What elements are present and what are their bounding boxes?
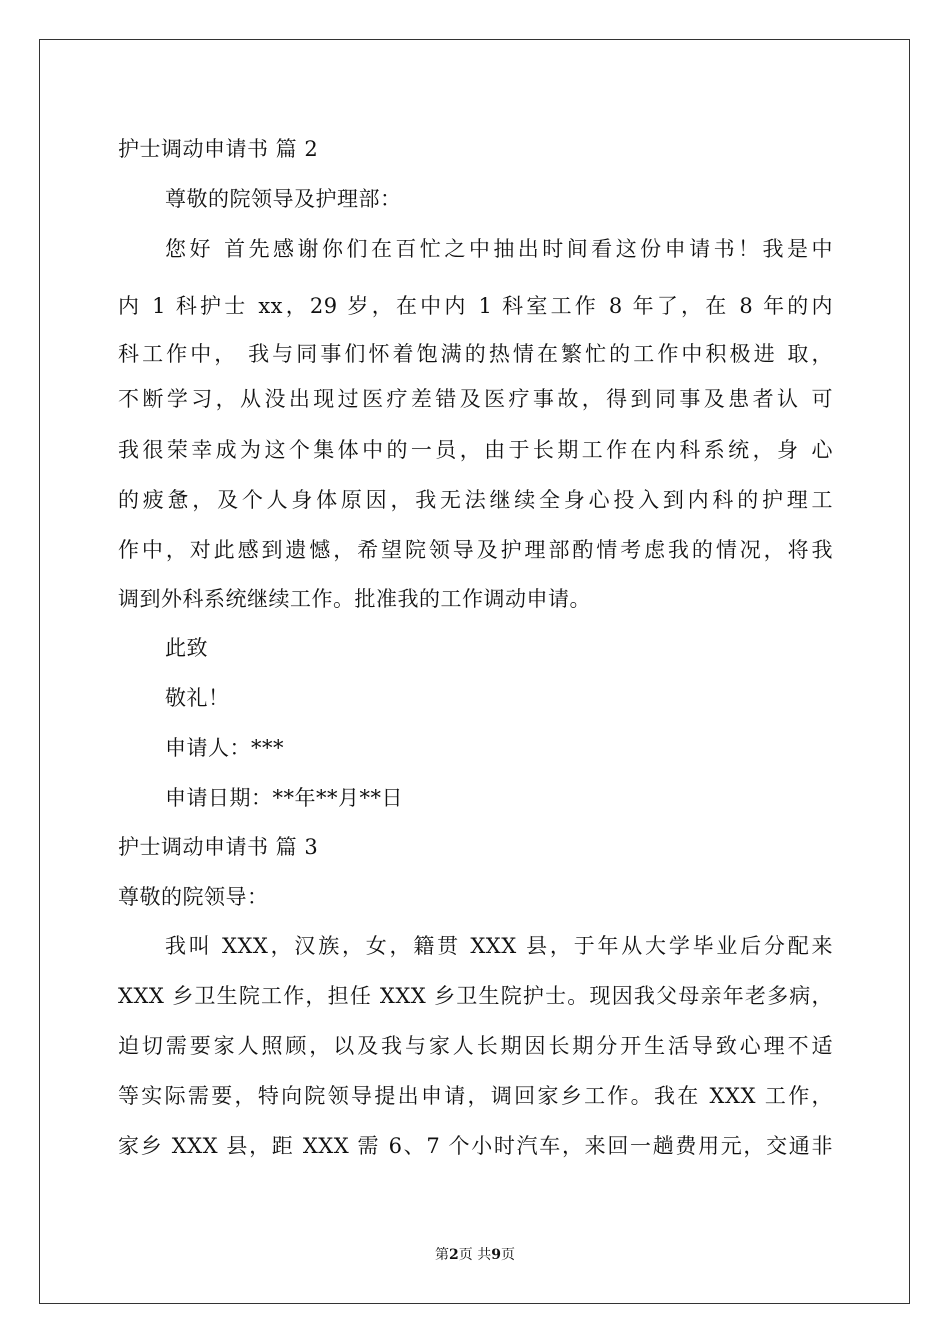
applicant: 申请人：*** [165,736,284,760]
body-line: 调到外科系统继续工作。批准我的工作调动申请。 [118,587,591,611]
page-footer [0,1246,950,1264]
body-line: 的疲惫，及个人身体原因，我无法继续全身心投入到内科的护理工 [118,488,833,512]
body-line: 作中，对此感到遗憾，希望院领导及护理部酌情考虑我的情况，将我 [118,538,833,562]
regards: 敬礼！ [165,686,230,710]
section-heading: 护士调动申请书 篇 3 [118,835,319,859]
body-line: 科工作中， 我与同事们怀着饱满的热情在繁忙的工作中积极进 取， [118,342,833,366]
body-line: 等实际需要，特向院领导提出申请，调回家乡工作。我在 XXX 工作， [118,1084,833,1108]
page-border [39,39,910,1304]
application-date: 申请日期：**年**月**日 [165,786,403,810]
page-prefix: 第 [435,1247,450,1263]
body-line: 您好 首先感谢你们在百忙之中抽出时间看这份申请书！我是中 [165,237,833,261]
page-current: 2 [449,1247,459,1263]
body-line: 家乡 XXX 县，距 XXX 需 6、7 个小时汽车，来回一趟费用元，交通非 [118,1134,833,1158]
page-total: 9 [491,1247,501,1263]
body-line: 不断学习，从没出现过医疗差错及医疗事故，得到同事及患者认 可 [118,387,833,411]
salutation: 尊敬的院领导及护理部： [165,187,402,211]
salutation: 尊敬的院领导： [118,885,269,909]
body-line: 我叫 XXX，汉族，女，籍贯 XXX 县，于年从大学毕业后分配来 [165,934,833,958]
closing: 此致 [165,636,208,660]
body-line: XXX 乡卫生院工作，担任 XXX 乡卫生院护士。现因我父母亲年老多病， [118,984,833,1008]
page-mid: 页 共 [458,1247,492,1263]
body-line: 内 1 科护士 xx，29 岁，在中内 1 科室工作 8 年了，在 8 年的内 [118,294,833,318]
body-line: 我很荣幸成为这个集体中的一员，由于长期工作在内科系统，身 心 [118,438,833,462]
body-line: 迫切需要家人照顾，以及我与家人长期因长期分开生活导致心理不适 [118,1034,833,1058]
page-suffix: 页 [500,1247,515,1263]
section-heading: 护士调动申请书 篇 2 [118,137,319,161]
